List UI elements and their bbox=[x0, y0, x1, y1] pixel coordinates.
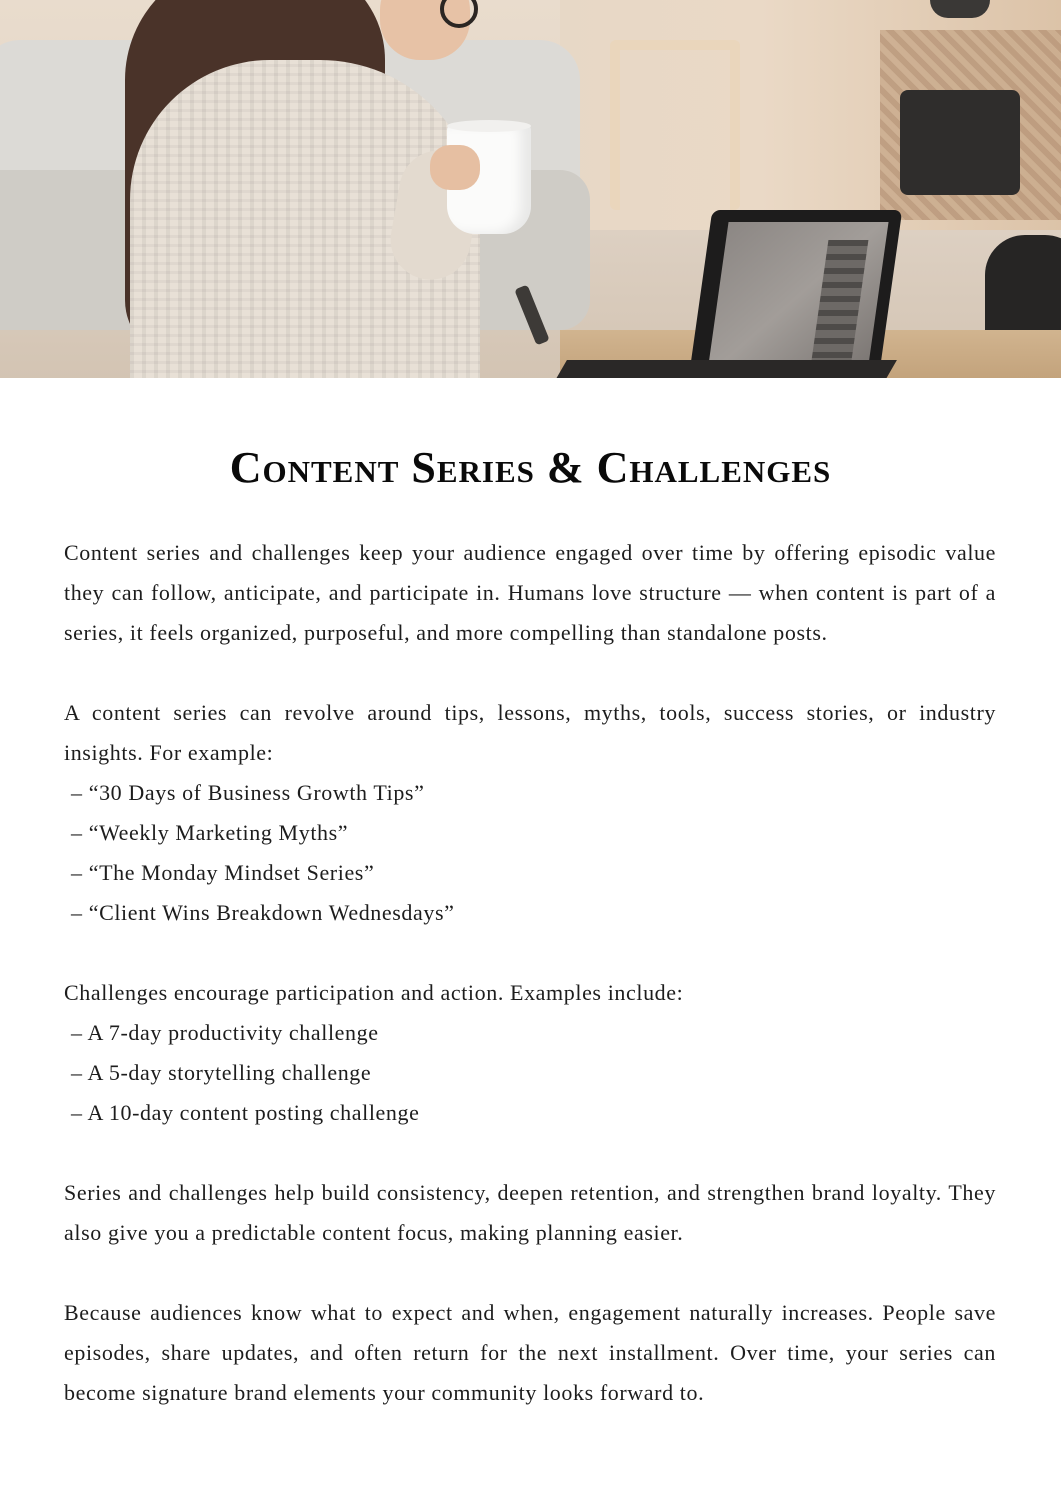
coffee-mug-rim bbox=[447, 120, 531, 132]
series-intro-paragraph: A content series can revolve around tips, lessons, myths, tools, success stories, or industry insights. For example: bbox=[64, 700, 996, 765]
challenges-intro-paragraph: Challenges encourage participation and action. Examples include: bbox=[64, 980, 684, 1005]
header-photo bbox=[0, 0, 1061, 378]
list-item: – “Weekly Marketing Myths” bbox=[64, 813, 996, 853]
list-item: – A 5-day storytelling challenge bbox=[64, 1053, 996, 1093]
benefits-paragraph: Series and challenges help build consistency, deepen retention, and strengthen brand loyalty. They also give you a predictable content focus, making planning easier. bbox=[64, 1180, 996, 1245]
laptop-base bbox=[553, 360, 897, 378]
list-item: – A 10-day content posting challenge bbox=[64, 1093, 996, 1133]
intro-paragraph: Content series and challenges keep your audience engaged over time by offering episodic value they can follow, anticipate, and participate in. Humans love structure — when content is part of a series, it feels organized, purposeful, and more compelling than standalone posts. bbox=[64, 540, 996, 645]
closing-paragraph: Because audiences know what to expect and when, engagement naturally increases. People save episodes, share updates, and often return for the next installment. Over time, your series can become signature brand elements your community looks forward to. bbox=[64, 1300, 996, 1405]
woman-hand bbox=[430, 145, 480, 190]
stove-pipe bbox=[930, 0, 990, 18]
list-item: – “The Monday Mindset Series” bbox=[64, 853, 996, 893]
article-body bbox=[64, 533, 996, 1453]
challenge-examples-list bbox=[64, 1013, 996, 1133]
list-item: – A 7-day productivity challenge bbox=[64, 1013, 996, 1053]
series-section bbox=[64, 693, 996, 933]
list-item: – “Client Wins Breakdown Wednesdays” bbox=[64, 893, 996, 933]
list-item: – “30 Days of Business Growth Tips” bbox=[64, 773, 996, 813]
wooden-chair bbox=[610, 40, 740, 210]
challenges-section bbox=[64, 973, 996, 1133]
page-title: Content Series & Challenges bbox=[229, 443, 832, 492]
series-examples-list bbox=[64, 773, 996, 933]
wood-stove bbox=[900, 90, 1020, 195]
